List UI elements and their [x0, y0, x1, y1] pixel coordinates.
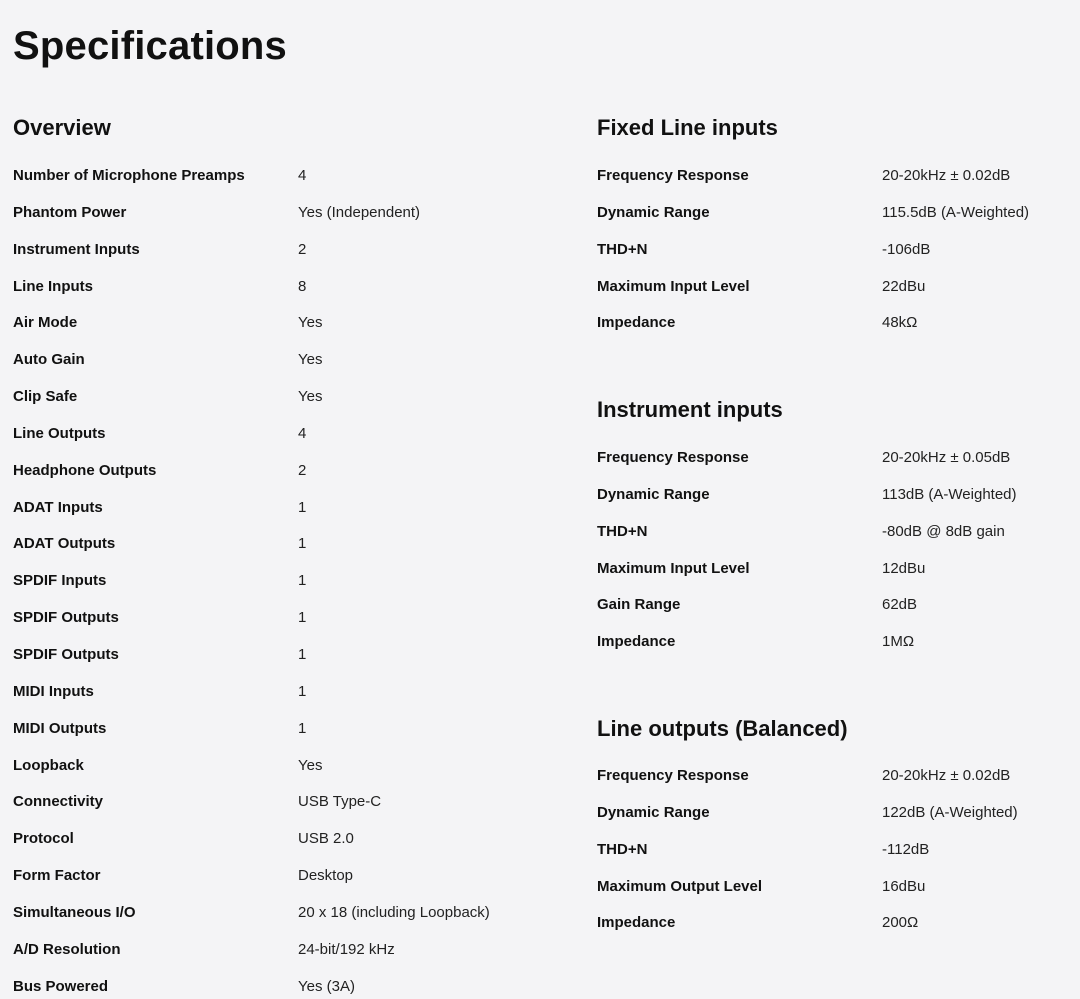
fixed-line-inputs-title: Fixed Line inputs	[597, 115, 778, 140]
spec-value: Yes	[298, 756, 323, 774]
spec-row-clip-safe	[13, 387, 573, 424]
spec-row-dynamic-range	[597, 203, 1077, 240]
instrument-inputs-spec-list	[597, 448, 1077, 669]
spec-row-thd-n	[597, 240, 1077, 277]
instrument-inputs-title: Instrument inputs	[597, 397, 783, 422]
spec-label: Impedance	[597, 314, 676, 332]
spec-row-impedance	[597, 313, 1077, 350]
spec-label: ADAT Outputs	[13, 535, 116, 553]
spec-label: Loopback	[13, 756, 84, 774]
spec-label: Number of Microphone Preamps	[13, 167, 245, 184]
spec-value: 113dB (A-Weighted)	[882, 485, 1017, 503]
spec-label: Instrument Inputs	[13, 240, 140, 258]
spec-row-spdif-outputs-2	[13, 645, 573, 682]
spec-row-impedance	[597, 632, 1077, 669]
spec-value: 20-20kHz ± 0.02dB	[882, 767, 1011, 784]
spec-label: Phantom Power	[13, 203, 127, 221]
spec-label: SPDIF Inputs	[13, 572, 107, 590]
spec-label: Clip Safe	[13, 388, 78, 406]
spec-value: 62dB	[882, 596, 918, 614]
spec-label: MIDI Outputs	[13, 719, 107, 737]
spec-label: THD+N	[597, 240, 648, 258]
spec-value: -112dB	[882, 840, 930, 858]
spec-row-frequency-response	[597, 166, 1077, 203]
spec-row-frequency-response	[597, 448, 1077, 485]
spec-value: 200Ω	[882, 914, 919, 932]
spec-value: 12dBu	[882, 559, 926, 577]
spec-row-thd-n	[597, 522, 1077, 559]
spec-value: USB Type-C	[298, 793, 382, 811]
spec-value: 2	[298, 240, 307, 258]
spec-row-loopback	[13, 756, 573, 793]
spec-value: 1	[298, 719, 307, 737]
spec-row-frequency-response	[597, 766, 1077, 803]
spec-row-dynamic-range	[597, 803, 1077, 840]
spec-value: 1	[298, 609, 307, 627]
spec-row-adat-outputs	[13, 534, 573, 571]
spec-row-simultaneous-io	[13, 903, 573, 940]
spec-label: Maximum Input Level	[597, 277, 750, 295]
spec-label: Dynamic Range	[597, 485, 710, 503]
spec-value: 4	[298, 167, 307, 184]
spec-value: Yes	[298, 314, 323, 332]
spec-row-air-mode	[13, 313, 573, 350]
spec-row-number-of-microphone-preamps	[13, 166, 573, 203]
spec-value: 1	[298, 535, 307, 553]
spec-value: Desktop	[298, 867, 354, 885]
spec-value: 4	[298, 424, 307, 442]
spec-value: Yes (3A)	[298, 977, 355, 995]
spec-row-spdif-outputs	[13, 608, 573, 645]
spec-value: 1	[298, 682, 307, 700]
spec-label: Air Mode	[13, 314, 78, 332]
spec-value: 1	[298, 572, 307, 590]
spec-value: 115.5dB (A-Weighted)	[882, 203, 1030, 221]
spec-row-impedance	[597, 913, 1077, 950]
spec-value: 48kΩ	[882, 314, 918, 332]
spec-row-auto-gain	[13, 350, 573, 387]
spec-value: Yes	[298, 351, 323, 369]
spec-label: THD+N	[597, 840, 648, 858]
spec-value: 20-20kHz ± 0.05dB	[882, 449, 1011, 466]
spec-label: ADAT Inputs	[13, 498, 103, 516]
spec-value: Yes (Independent)	[298, 203, 421, 221]
line-outputs-spec-list	[597, 766, 1077, 950]
spec-label: SPDIF Outputs	[13, 645, 119, 663]
spec-value: 122dB (A-Weighted)	[882, 803, 1018, 821]
spec-row-instrument-inputs	[13, 240, 573, 277]
spec-label: Connectivity	[13, 793, 104, 811]
spec-label: Form Factor	[13, 867, 101, 885]
spec-label: MIDI Inputs	[13, 682, 94, 700]
spec-label: SPDIF Outputs	[13, 609, 119, 627]
spec-row-thd-n	[597, 840, 1077, 877]
spec-value: 2	[298, 461, 307, 479]
spec-row-adat-inputs	[13, 498, 573, 535]
overview-title: Overview	[13, 115, 111, 140]
spec-row-form-factor	[13, 866, 573, 903]
spec-label: A/D Resolution	[13, 940, 121, 958]
line-outputs-title: Line outputs (Balanced)	[597, 716, 848, 741]
spec-label: Impedance	[597, 633, 676, 651]
spec-label: Dynamic Range	[597, 203, 710, 221]
spec-row-ad-resolution	[13, 940, 573, 977]
spec-value: -106dB	[882, 240, 931, 258]
spec-row-bus-powered	[13, 977, 573, 999]
spec-label: THD+N	[597, 522, 648, 540]
spec-label: Frequency Response	[597, 767, 749, 784]
spec-label: Protocol	[13, 830, 74, 848]
spec-label: Simultaneous I/O	[13, 903, 136, 921]
spec-row-connectivity	[13, 792, 573, 829]
fixed-line-inputs-spec-list	[597, 166, 1077, 350]
spec-label: Gain Range	[597, 596, 681, 614]
spec-label: Line Inputs	[13, 277, 93, 295]
spec-row-line-inputs	[13, 277, 573, 314]
spec-value: 22dBu	[882, 277, 926, 295]
spec-label: Impedance	[597, 914, 676, 932]
page-title: Specifications	[13, 24, 287, 68]
spec-row-maximum-output-level	[597, 877, 1077, 914]
spec-row-spdif-inputs	[13, 571, 573, 608]
spec-value: 8	[298, 277, 307, 295]
spec-label: Frequency Response	[597, 167, 749, 184]
spec-value: USB 2.0	[298, 830, 354, 848]
spec-value: 1	[298, 498, 307, 516]
spec-row-line-outputs	[13, 424, 573, 461]
spec-row-maximum-input-level	[597, 559, 1077, 596]
spec-label: Headphone Outputs	[13, 461, 157, 479]
spec-value: 1	[298, 645, 307, 663]
spec-row-maximum-input-level	[597, 277, 1077, 314]
spec-row-headphone-outputs	[13, 461, 573, 498]
spec-label: Bus Powered	[13, 977, 109, 995]
spec-value: Yes	[298, 388, 323, 406]
spec-row-protocol	[13, 829, 573, 866]
spec-row-gain-range	[597, 595, 1077, 632]
spec-row-phantom-power	[13, 203, 573, 240]
spec-label: Maximum Input Level	[597, 559, 750, 577]
spec-label: Line Outputs	[13, 424, 106, 442]
spec-label: Frequency Response	[597, 449, 749, 466]
spec-label: Auto Gain	[13, 351, 85, 369]
spec-value: 1MΩ	[882, 633, 915, 651]
spec-value: 20-20kHz ± 0.02dB	[882, 167, 1011, 184]
overview-spec-list	[13, 166, 573, 999]
spec-row-midi-outputs	[13, 719, 573, 756]
spec-value: 24-bit/192 kHz	[298, 940, 395, 958]
spec-label: Dynamic Range	[597, 803, 710, 821]
spec-value: 20 x 18 (including Loopback)	[298, 903, 490, 921]
spec-value: -80dB @ 8dB gain	[882, 522, 1005, 540]
spec-row-dynamic-range	[597, 485, 1077, 522]
spec-row-midi-inputs	[13, 682, 573, 719]
spec-label: Maximum Output Level	[597, 877, 763, 895]
spec-value: 16dBu	[882, 877, 926, 895]
